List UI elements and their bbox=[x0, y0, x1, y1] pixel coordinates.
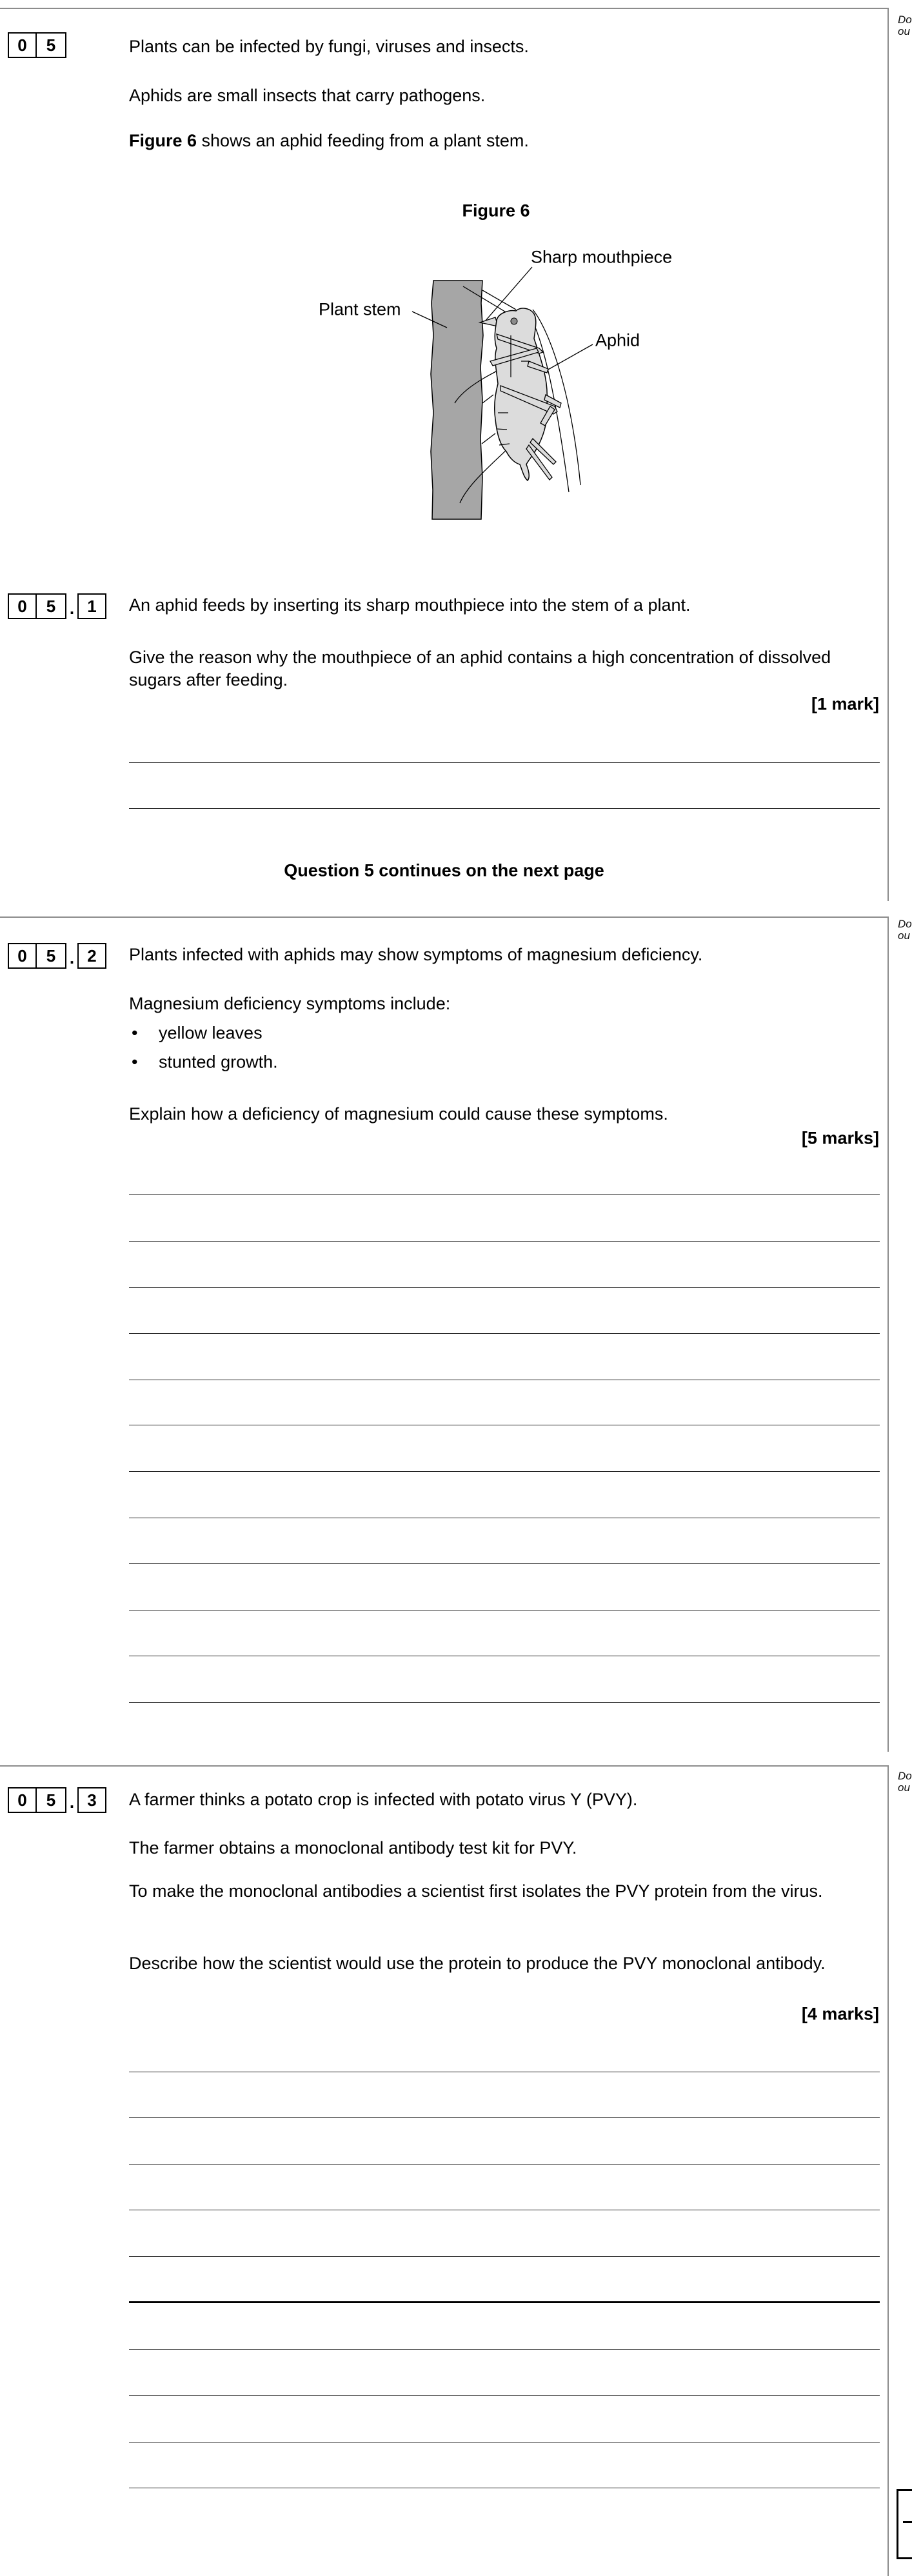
score-box-divider bbox=[903, 2521, 912, 2523]
q5-3-line-2: The farmer obtains a monoclonal antibody test kit for PVY. bbox=[129, 1838, 577, 1858]
margin-note-line-1: Do bbox=[898, 918, 912, 930]
q5-2-answer-line[interactable] bbox=[129, 1563, 880, 1564]
q5-intro-line-1: Plants can be infected by fungi, viruses and insects. bbox=[129, 37, 529, 56]
q5-3-stem: A farmer thinks a potato crop is infected with potato virus Y (PVY). bbox=[129, 1790, 638, 1809]
page-3-top-border bbox=[0, 1765, 888, 1767]
q5-1-marks: [1 mark] bbox=[811, 694, 879, 714]
q5-3-answer-line[interactable] bbox=[129, 2349, 880, 2350]
page-2-top-border bbox=[0, 916, 888, 918]
question-number-05-3 bbox=[8, 1785, 106, 1815]
figure-label-plant-stem: Plant stem bbox=[319, 299, 401, 319]
q5-2-list-intro: Magnesium deficiency symptoms include: bbox=[129, 994, 451, 1013]
q5-1-answer-line[interactable] bbox=[129, 762, 880, 763]
q5-3-answer-line[interactable] bbox=[129, 2301, 880, 2303]
margin-note-page-3 bbox=[898, 1770, 912, 1794]
q5-2-answer-line[interactable] bbox=[129, 1333, 880, 1334]
question-digit: 5 bbox=[37, 593, 66, 619]
q5-1-stem: An aphid feeds by inserting its sharp mouthpiece into the stem of a plant. bbox=[129, 595, 691, 615]
question-digit: 5 bbox=[37, 943, 66, 969]
question-digit: 0 bbox=[8, 32, 37, 58]
q5-3-prompt: Describe how the scientist would use the protein to produce the PVY monoclonal antibody. bbox=[129, 1954, 826, 1973]
q5-2-answer-line[interactable] bbox=[129, 1287, 880, 1288]
question-digit: 5 bbox=[37, 32, 66, 58]
figure-reference-bold: Figure 6 bbox=[129, 131, 197, 150]
q5-1-prompt: Give the reason why the mouthpiece of an aphid contains a high concentration of dissolved sugars after feeding. bbox=[129, 648, 831, 689]
page-3-right-border bbox=[887, 1765, 889, 2576]
question-dot: . bbox=[69, 599, 75, 618]
examiner-score-box bbox=[897, 2489, 912, 2559]
q5-3-answer-line[interactable] bbox=[129, 2256, 880, 2257]
figure-label-aphid: Aphid bbox=[595, 330, 640, 350]
page-2-right-border bbox=[887, 916, 889, 1752]
q5-2-stem: Plants infected with aphids may show symptoms of magnesium deficiency. bbox=[129, 945, 703, 964]
q5-3-answer-line[interactable] bbox=[129, 2395, 880, 2396]
margin-note-line-2: ou bbox=[898, 25, 910, 37]
q5-2-answer-line[interactable] bbox=[129, 1241, 880, 1242]
symptom-item: • stunted growth. bbox=[129, 1053, 278, 1073]
question-number-05-2 bbox=[8, 941, 106, 971]
q5-2-prompt: Explain how a deficiency of magnesium could cause these symptoms. bbox=[129, 1104, 668, 1124]
q5-3-marks: [4 marks] bbox=[801, 2004, 879, 2024]
margin-note-line-2: ou bbox=[898, 929, 910, 942]
q5-3-answer-line[interactable] bbox=[129, 2117, 880, 2118]
figure-label-sharp-mouthpiece: Sharp mouthpiece bbox=[531, 247, 673, 267]
question-digit: 0 bbox=[8, 943, 37, 969]
question-digit: 0 bbox=[8, 1787, 37, 1813]
aphid-on-stem-illustration bbox=[0, 0, 912, 580]
question-digit: 5 bbox=[37, 1787, 66, 1813]
figure-reference-rest: shows an aphid feeding from a plant stem. bbox=[197, 131, 529, 150]
question-number-05-1 bbox=[8, 591, 106, 621]
q5-2-answer-line[interactable] bbox=[129, 1471, 880, 1472]
question-sub-digit: 3 bbox=[77, 1787, 106, 1813]
figure-title: Figure 6 bbox=[462, 201, 530, 221]
q5-2-answer-line[interactable] bbox=[129, 1194, 880, 1195]
question-sub-digit: 1 bbox=[77, 593, 106, 619]
margin-note-line-1: Do bbox=[898, 1770, 912, 1782]
continues-note: Question 5 continues on the next page bbox=[284, 860, 604, 880]
margin-note-line-2: ou bbox=[898, 1781, 910, 1794]
margin-note-line-1: Do bbox=[898, 14, 912, 26]
q5-1-answer-line[interactable] bbox=[129, 808, 880, 809]
question-dot: . bbox=[69, 948, 75, 967]
q5-3-answer-line[interactable] bbox=[129, 2164, 880, 2165]
question-digit: 0 bbox=[8, 593, 37, 619]
question-sub-digit: 2 bbox=[77, 943, 106, 969]
q5-2-marks: [5 marks] bbox=[801, 1128, 879, 1148]
q5-3-line-3: To make the monoclonal antibodies a scientist first isolates the PVY protein from the virus. bbox=[129, 1881, 823, 1901]
question-dot: . bbox=[69, 1792, 75, 1812]
q5-intro-line-2: Aphids are small insects that carry pathogens. bbox=[129, 86, 486, 105]
margin-note-page-2 bbox=[898, 918, 912, 942]
symptom-item: • yellow leaves bbox=[129, 1024, 263, 1044]
q5-2-answer-line[interactable] bbox=[129, 1702, 880, 1703]
